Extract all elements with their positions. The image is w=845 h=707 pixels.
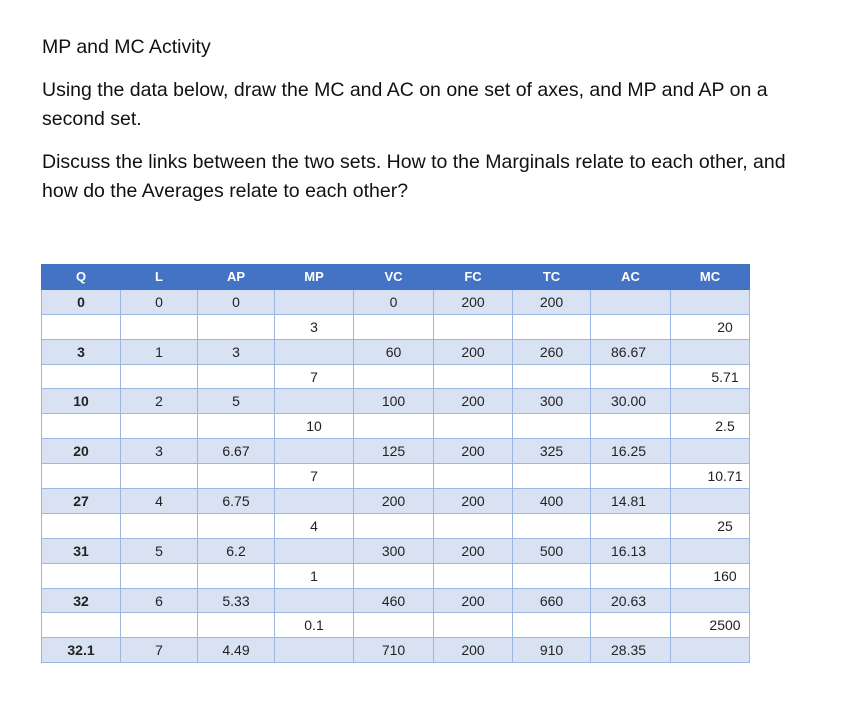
cell-vc: 710 [354, 638, 434, 663]
cell-l [121, 414, 198, 439]
cell-q [42, 364, 121, 389]
cell-q: 3 [42, 339, 121, 364]
table-body [42, 289, 750, 662]
cell-mp [275, 638, 354, 663]
column-header-ap: AP [198, 265, 275, 290]
cell-mc: 160 [671, 563, 750, 588]
cell-fc [434, 314, 513, 339]
table-row [42, 638, 750, 663]
cell-tc: 300 [513, 389, 591, 414]
cell-ap: 5 [198, 389, 275, 414]
table-row [42, 489, 750, 514]
cell-vc: 100 [354, 389, 434, 414]
cell-ac [591, 613, 671, 638]
cell-ac [591, 513, 671, 538]
cell-mc [671, 339, 750, 364]
cell-mp [275, 538, 354, 563]
table-row [42, 513, 750, 538]
cell-ac: 86.67 [591, 339, 671, 364]
table-row [42, 563, 750, 588]
cell-tc [513, 563, 591, 588]
cell-mc: 10.71 [671, 464, 750, 489]
cell-mp [275, 588, 354, 613]
cell-ac [591, 464, 671, 489]
cell-q: 31 [42, 538, 121, 563]
table-row [42, 314, 750, 339]
cell-vc: 300 [354, 538, 434, 563]
cell-tc: 325 [513, 439, 591, 464]
cell-mc [671, 588, 750, 613]
cell-vc [354, 364, 434, 389]
cell-fc [434, 364, 513, 389]
cell-vc [354, 513, 434, 538]
cell-ap [198, 464, 275, 489]
cell-ap [198, 513, 275, 538]
cell-mc [671, 638, 750, 663]
cell-ac [591, 289, 671, 314]
cell-fc [434, 513, 513, 538]
cell-q: 0 [42, 289, 121, 314]
cell-mc: 2.5 [671, 414, 750, 439]
cell-l [121, 613, 198, 638]
table-row [42, 538, 750, 563]
cell-l: 7 [121, 638, 198, 663]
table-row [42, 339, 750, 364]
cell-vc: 460 [354, 588, 434, 613]
cell-mc: 25 [671, 513, 750, 538]
cell-vc [354, 613, 434, 638]
cell-l: 0 [121, 289, 198, 314]
cell-ac: 28.35 [591, 638, 671, 663]
cell-vc [354, 464, 434, 489]
cell-tc [513, 464, 591, 489]
column-header-mp: MP [275, 265, 354, 290]
cell-mp: 3 [275, 314, 354, 339]
cell-fc [434, 464, 513, 489]
cell-ap: 0 [198, 289, 275, 314]
cell-l: 3 [121, 439, 198, 464]
cell-q [42, 414, 121, 439]
cell-tc [513, 364, 591, 389]
cell-l [121, 464, 198, 489]
cell-ap: 4.49 [198, 638, 275, 663]
cell-q [42, 613, 121, 638]
cell-ac: 30.00 [591, 389, 671, 414]
cell-mc: 20 [671, 314, 750, 339]
table-row [42, 364, 750, 389]
column-header-mc: MC [671, 265, 750, 290]
cell-mp [275, 289, 354, 314]
cell-ap: 6.67 [198, 439, 275, 464]
cell-mp: 10 [275, 414, 354, 439]
cell-fc [434, 414, 513, 439]
cell-ap [198, 364, 275, 389]
cell-ac [591, 364, 671, 389]
cell-l: 6 [121, 588, 198, 613]
cell-ap: 6.75 [198, 489, 275, 514]
cell-mp: 4 [275, 513, 354, 538]
cost-production-table [41, 264, 750, 663]
cell-q: 20 [42, 439, 121, 464]
cell-vc [354, 414, 434, 439]
cell-tc: 500 [513, 538, 591, 563]
cell-vc: 200 [354, 489, 434, 514]
cell-vc [354, 314, 434, 339]
cell-mp: 1 [275, 563, 354, 588]
cell-mc: 5.71 [671, 364, 750, 389]
cell-ac: 14.81 [591, 489, 671, 514]
cell-mp: 7 [275, 364, 354, 389]
cell-q [42, 464, 121, 489]
column-header-l: L [121, 265, 198, 290]
cell-l [121, 364, 198, 389]
data-table-container [41, 264, 750, 663]
cell-mc [671, 389, 750, 414]
cell-mc [671, 439, 750, 464]
cell-q: 27 [42, 489, 121, 514]
cell-fc [434, 563, 513, 588]
cell-vc: 60 [354, 339, 434, 364]
cell-tc: 910 [513, 638, 591, 663]
table-row [42, 613, 750, 638]
cell-fc: 200 [434, 489, 513, 514]
column-header-ac: AC [591, 265, 671, 290]
cell-fc: 200 [434, 389, 513, 414]
cell-vc: 0 [354, 289, 434, 314]
cell-fc: 200 [434, 339, 513, 364]
cell-ap [198, 613, 275, 638]
cell-ac [591, 414, 671, 439]
cell-tc: 400 [513, 489, 591, 514]
cell-l: 5 [121, 538, 198, 563]
cell-mp [275, 489, 354, 514]
cell-tc: 660 [513, 588, 591, 613]
cell-q [42, 563, 121, 588]
cell-fc: 200 [434, 439, 513, 464]
cell-ap [198, 314, 275, 339]
cell-tc: 260 [513, 339, 591, 364]
cell-l: 2 [121, 389, 198, 414]
cell-ac: 16.25 [591, 439, 671, 464]
cell-ac: 16.13 [591, 538, 671, 563]
cell-ac [591, 314, 671, 339]
column-header-tc: TC [513, 265, 591, 290]
table-row [42, 439, 750, 464]
cell-fc: 200 [434, 538, 513, 563]
cell-tc [513, 314, 591, 339]
table-header-row [42, 265, 750, 290]
cell-ap: 5.33 [198, 588, 275, 613]
cell-mp [275, 339, 354, 364]
cell-l [121, 314, 198, 339]
cell-mc [671, 289, 750, 314]
cell-ap: 3 [198, 339, 275, 364]
cell-ac: 20.63 [591, 588, 671, 613]
cell-q [42, 314, 121, 339]
cell-mp [275, 389, 354, 414]
cell-q: 32 [42, 588, 121, 613]
cell-mp [275, 439, 354, 464]
cell-fc [434, 613, 513, 638]
cell-vc [354, 563, 434, 588]
cell-ap [198, 563, 275, 588]
column-header-fc: FC [434, 265, 513, 290]
cell-tc [513, 513, 591, 538]
cell-tc [513, 414, 591, 439]
instruction-paragraph: Using the data below, draw the MC and AC on one set of axes, and MP and AP on a second set. [42, 79, 768, 130]
discussion-question: Discuss the links between the two sets. How to the Marginals relate to each other, and how do the Averages relate to each other? [42, 151, 786, 202]
cell-q: 10 [42, 389, 121, 414]
cell-l: 4 [121, 489, 198, 514]
document-title: MP and MC Activity [42, 36, 211, 58]
table-row [42, 464, 750, 489]
cell-mc [671, 538, 750, 563]
cell-fc: 200 [434, 588, 513, 613]
cell-tc [513, 613, 591, 638]
cell-mp: 7 [275, 464, 354, 489]
cell-tc: 200 [513, 289, 591, 314]
cell-fc: 200 [434, 638, 513, 663]
table-row [42, 289, 750, 314]
cell-mp: 0.1 [275, 613, 354, 638]
cell-l [121, 563, 198, 588]
cell-q [42, 513, 121, 538]
cell-l [121, 513, 198, 538]
cell-mc [671, 489, 750, 514]
cell-vc: 125 [354, 439, 434, 464]
column-header-vc: VC [354, 265, 434, 290]
cell-ap [198, 414, 275, 439]
cell-ap: 6.2 [198, 538, 275, 563]
cell-fc: 200 [434, 289, 513, 314]
cell-l: 1 [121, 339, 198, 364]
cell-mc: 2500 [671, 613, 750, 638]
cell-q: 32.1 [42, 638, 121, 663]
table-row [42, 389, 750, 414]
column-header-q: Q [42, 265, 121, 290]
table-row [42, 414, 750, 439]
table-row [42, 588, 750, 613]
cell-ac [591, 563, 671, 588]
